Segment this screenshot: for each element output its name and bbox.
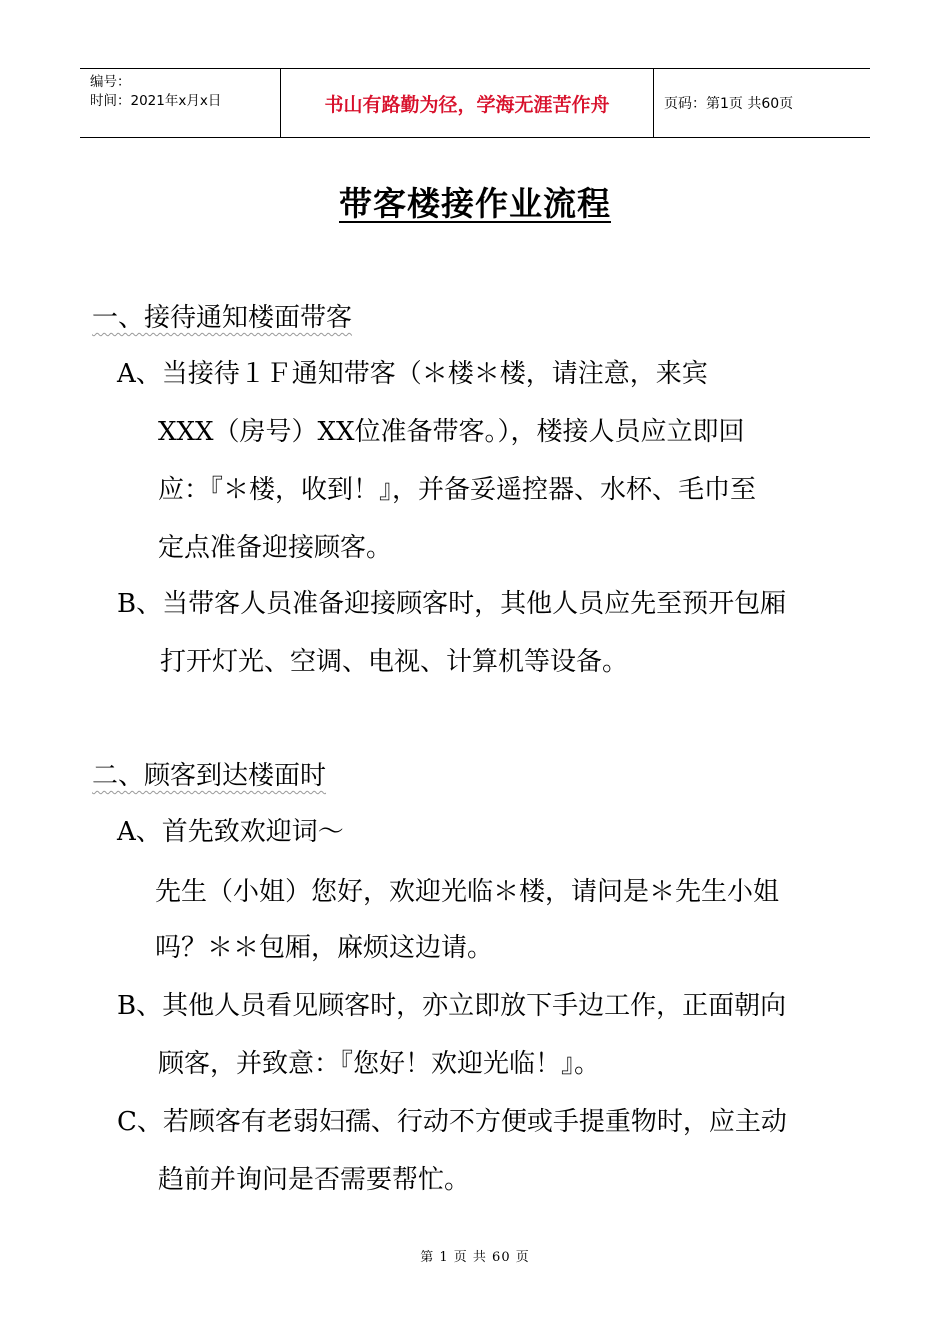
paragraph-line: 打开灯光、空调、电视、计算机等设备。 [160,647,629,677]
paragraph-line: 趋前并询问是否需要帮忙。 [158,1165,471,1195]
document-title-text: 带客楼接作业流程 [339,184,611,223]
document-title [0,178,950,225]
header-meta [80,69,281,137]
document-time: 时间：2021年x月x日 [90,93,222,109]
page-header [80,68,870,138]
paragraph-line: C、若顾客有老弱妇孺、行动不方便或手提重物时，应主动 [117,1107,787,1137]
header-page-info: 页码：第1页 共60页 [664,96,794,112]
paragraph-line: B、当带客人员准备迎接顾客时，其他人员应先至预开包厢 [117,589,787,619]
paragraph-line: B、其他人员看见顾客时，亦立即放下手边工作，正面朝向 [117,991,787,1021]
paragraph-line: 顾客，并致意：『您好！欢迎光临！』。 [158,1049,601,1079]
paragraph-line: A、当接待１Ｆ通知带客（＊楼＊楼，请注意，来宾 [117,359,708,389]
paragraph-line: XXX（房号）XX位准备带客。），楼接人员应立即回 [158,417,745,447]
section-heading-1: 一、接待通知楼面带客 [92,303,353,333]
section-heading-2: 二、顾客到达楼面时 [92,761,327,791]
paragraph-line: 吗？＊＊包厢，麻烦这边请。 [155,933,494,963]
header-slogan: 书山有路勤为径，学海无涯苦作舟 [281,69,654,137]
paragraph-line: 应：『＊楼，收到！』，并备妥遥控器、水杯、毛巾至 [158,475,757,505]
paragraph-line: 先生（小姐）您好，欢迎光临＊楼，请问是＊先生小姐 [155,877,780,907]
paragraph-line: 定点准备迎接顾客。 [158,533,393,563]
page-footer: 第 1 页 共 60 页 [420,1250,530,1265]
document-number-label: 编号： [90,74,131,90]
paragraph-line: A、首先致欢迎词～ [117,817,344,847]
